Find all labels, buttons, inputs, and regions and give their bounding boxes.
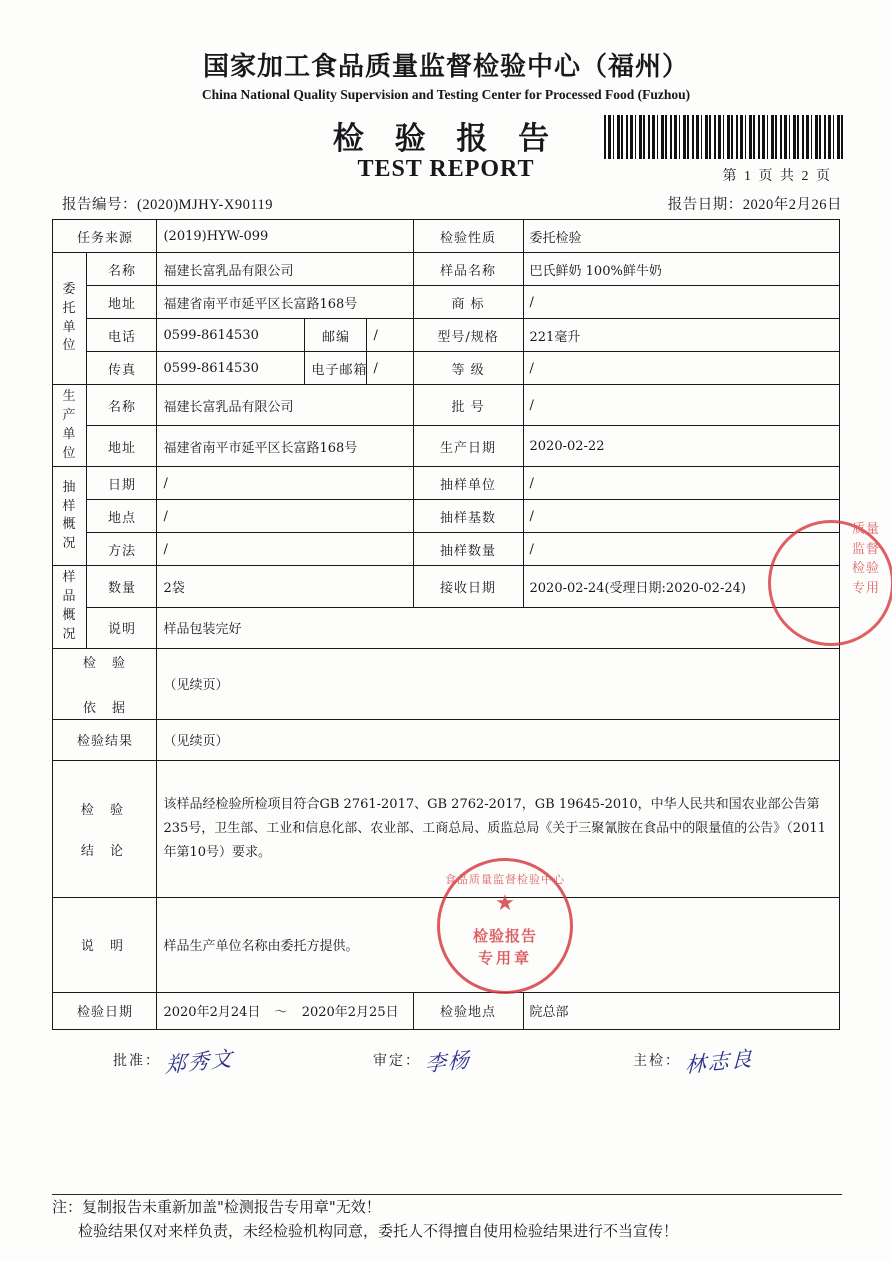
signature-row: [53, 1040, 839, 1092]
table-row: [53, 253, 839, 286]
table-row: [53, 897, 839, 992]
model-value: 221毫升: [523, 319, 839, 352]
footer-notes: [52, 1195, 852, 1243]
sample-name-label: 样品名称: [413, 253, 523, 286]
client-fax-label: 传真: [87, 352, 157, 385]
client-email-label: 电子邮箱: [305, 352, 367, 385]
client-tel-label: 电话: [87, 319, 157, 352]
organization-name-cn: 国家加工食品质量监督检验中心（福州）: [202, 52, 689, 82]
table-row: [53, 352, 839, 385]
producer-name-label: 名称: [87, 385, 157, 426]
page-count: 第 1 页 共 2 页: [722, 169, 832, 184]
producer-block-label: 生产 单位: [53, 385, 87, 467]
client-block-label: 委 托 单 位: [53, 253, 87, 385]
client-address-value: 福建省南平市延平区长富路168号: [157, 286, 413, 319]
table-row: [53, 607, 839, 648]
check-label: 主检：: [633, 1053, 681, 1069]
inspection-date-separator: ～: [274, 1005, 288, 1021]
report-meta: [52, 193, 842, 213]
client-tel-value: 0599-8614530: [157, 319, 305, 352]
model-label: 型号/规格: [413, 319, 523, 352]
inspection-place-label: 检验地点: [413, 992, 523, 1029]
report-title-en: TEST REPORT: [357, 156, 535, 182]
stamp-star-icon: ★: [495, 891, 515, 916]
sampling-unit-value: /: [523, 467, 839, 500]
sampling-base-label: 抽样基数: [413, 500, 523, 533]
task-source-label: 任务来源: [53, 220, 157, 253]
client-postcode-label: 邮编: [305, 319, 367, 352]
producer-name-value: 福建长富乳品有限公司: [157, 385, 413, 426]
sample-description-label: 说明: [87, 607, 157, 648]
grade-label: 等 级: [413, 352, 523, 385]
report-number: [62, 193, 273, 214]
note-value: 样品生产单位名称由委托方提供。: [157, 897, 839, 992]
report-number-label: 报告编号：: [62, 197, 137, 213]
title-row: [0, 113, 892, 184]
check-signature-name: 林志良: [684, 1046, 755, 1078]
table-row: [53, 286, 839, 319]
sampling-quantity-value: /: [523, 533, 839, 566]
footer-note-1: 注：复制报告未重新加盖"检测报告专用章"无效！: [52, 1198, 381, 1216]
table-row: [53, 992, 839, 1029]
sampling-place-label: 地点: [87, 500, 157, 533]
table-row: [53, 648, 839, 719]
stamp-arc-text: 食品质量监督检验中心: [445, 873, 565, 886]
inspection-basis-value: （见续页）: [157, 648, 839, 719]
table-row: [53, 426, 839, 467]
inspection-date-label: 检验日期: [53, 992, 157, 1029]
client-postcode-value: /: [367, 319, 413, 352]
inspection-date-range: [157, 992, 413, 1029]
review-signature-name: 李杨: [424, 1047, 472, 1077]
edge-seal-text: 质量监督检验专用: [851, 522, 880, 596]
conclusion-label-line2: 结 论: [80, 843, 130, 859]
inspection-basis-label: [53, 648, 157, 719]
edge-seal-stamp: [846, 520, 886, 660]
client-name-label: 名称: [87, 253, 157, 286]
approve-signature: [113, 1046, 235, 1078]
table-row: [53, 719, 839, 760]
sample-quantity-label: 数量: [87, 566, 157, 607]
barcode-icon: [604, 115, 844, 159]
table-row: [53, 220, 839, 253]
inspection-basis-label-line2: 依 据: [82, 700, 132, 716]
footer-note-2: 检验结果仅对来样负责，未经检验机构同意，委托人不得擅自使用检验结果进行不当宣传！: [78, 1222, 679, 1240]
report-number-value: (2020)MJHY-X90119: [137, 197, 274, 213]
stamp-line-1: 检验报告: [472, 927, 537, 945]
review-label: 审定：: [373, 1053, 421, 1069]
conclusion-value: 该样品经检验所检项目符合GB 2761-2017、GB 2762-2017，GB 19645-2010，中华人民共和国农业部公告第235号，卫生部、工业和信息化部、农业部、工商总局、质监总局《关于三聚氰胺在食品中的限量值的公告》（2011年第10号）要求。: [157, 760, 839, 897]
sample-block-label: 样品 概况: [53, 566, 87, 648]
inspection-nature-value: 委托检验: [523, 220, 839, 253]
table-row: [53, 467, 839, 500]
sampling-base-value: /: [523, 500, 839, 533]
producer-address-label: 地址: [87, 426, 157, 467]
report-date-value: 2020年2月26日: [742, 197, 842, 213]
production-date-label: 生产日期: [413, 426, 523, 467]
inspection-result-value: （见续页）: [157, 719, 839, 760]
organization-name-en: China National Quality Supervision and Testing Center for Processed Food (Fuzhou): [201, 87, 691, 102]
inspection-place-value: 院总部: [523, 992, 839, 1029]
sample-description-value: 样品包装完好: [157, 607, 839, 648]
report-date-label: 报告日期：: [667, 197, 743, 213]
document-header: [0, 0, 892, 184]
brand-label: 商 标: [413, 286, 523, 319]
client-email-value: /: [367, 352, 413, 385]
conclusion-label: [53, 760, 157, 897]
task-source-value: (2019)HYW-099: [157, 220, 413, 253]
batch-value: /: [523, 385, 839, 426]
report-table: [52, 219, 839, 1030]
sample-name-value: 巴氏鲜奶 100%鲜牛奶: [523, 253, 839, 286]
table-row: [53, 500, 839, 533]
inspection-date-to: 2020年2月25日: [301, 1005, 399, 1021]
sampling-quantity-label: 抽样数量: [413, 533, 523, 566]
conclusion-label-line1: 检 验: [80, 802, 130, 818]
sampling-date-label: 日期: [87, 467, 157, 500]
sampling-unit-label: 抽样单位: [413, 467, 523, 500]
client-name-value: 福建长富乳品有限公司: [157, 253, 413, 286]
sampling-method-value: /: [157, 533, 413, 566]
stamp-line-2: 专用章: [477, 949, 532, 967]
batch-label: 批 号: [413, 385, 523, 426]
approve-signature-name: 郑秀文: [164, 1046, 235, 1078]
sampling-block-label: 抽样 概况: [53, 467, 87, 566]
producer-address-value: 福建省南平市延平区长富路168号: [157, 426, 413, 467]
inspection-nature-label: 检验性质: [413, 220, 523, 253]
brand-value: /: [523, 286, 839, 319]
report-title-cn: 检 验 报 告: [332, 121, 560, 157]
client-fax-value: 0599-8614530: [157, 352, 305, 385]
sampling-method-label: 方法: [87, 533, 157, 566]
grade-value: /: [523, 352, 839, 385]
check-signature: [633, 1046, 755, 1078]
table-row: [53, 319, 839, 352]
production-date-value: 2020-02-22: [523, 426, 839, 467]
review-signature: [373, 1047, 472, 1077]
inspection-basis-label-line1: 检 验: [82, 655, 132, 671]
sampling-date-value: /: [157, 467, 413, 500]
table-row: [53, 385, 839, 426]
client-address-label: 地址: [87, 286, 157, 319]
inspection-date-from: 2020年2月24日: [163, 1005, 261, 1021]
sample-quantity-value: 2袋: [157, 566, 413, 607]
table-row: [53, 566, 839, 607]
table-row: [53, 760, 839, 897]
approve-label: 批准：: [113, 1053, 161, 1069]
note-label: 说 明: [53, 897, 157, 992]
inspection-result-label: 检验结果: [53, 719, 157, 760]
receive-date-value: 2020-02-24(受理日期:2020-02-24): [523, 566, 839, 607]
table-row: [53, 533, 839, 566]
report-date: [668, 193, 842, 214]
receive-date-label: 接收日期: [413, 566, 523, 607]
sampling-place-value: /: [157, 500, 413, 533]
